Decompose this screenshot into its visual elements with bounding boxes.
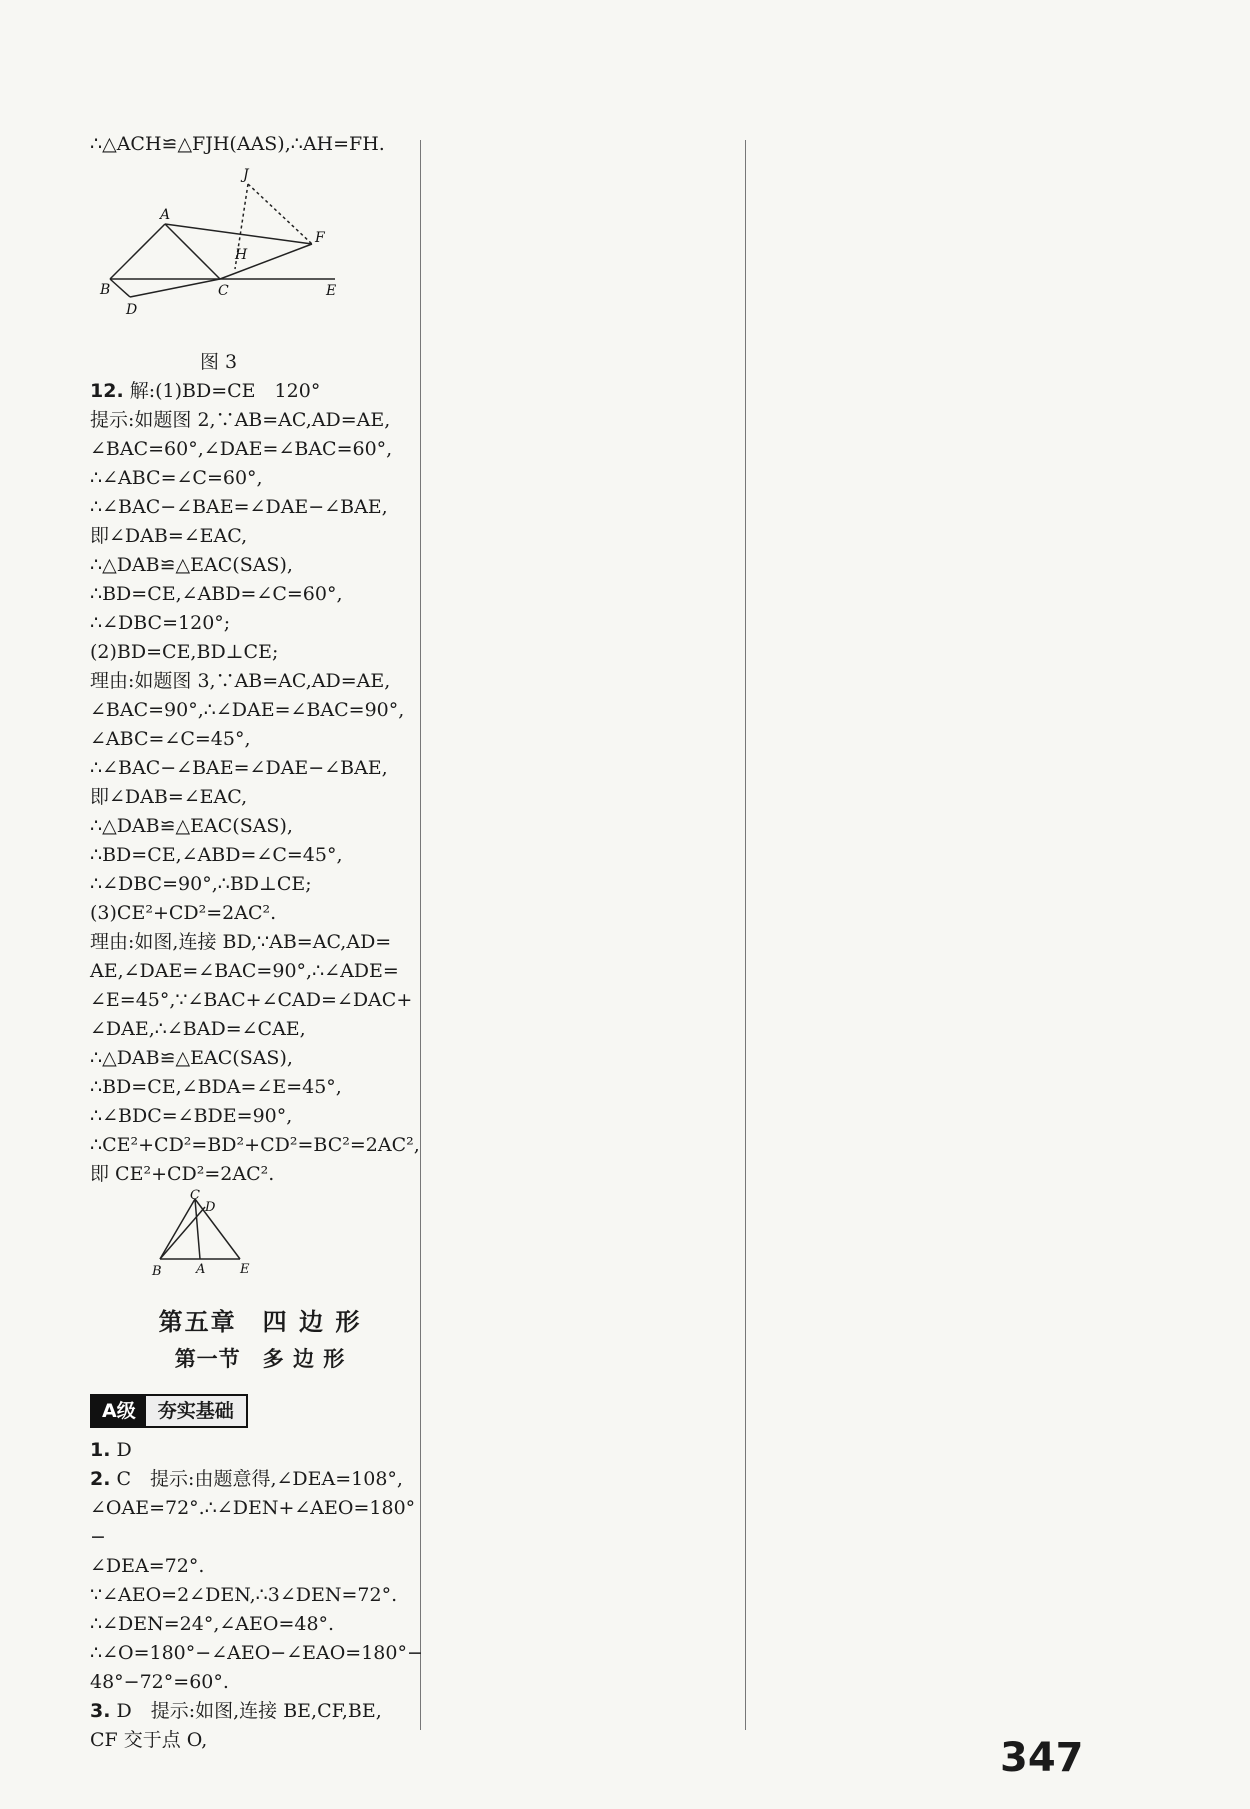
q12-line: ∴△DAB≌△EAC(SAS), [90, 1047, 293, 1069]
question-2 [90, 1465, 430, 1697]
q12-line: ∴△DAB≌△EAC(SAS), [90, 815, 293, 837]
q12-line: ∴∠DBC=90°,∴BD⊥CE; [90, 873, 312, 895]
svg-text:A: A [160, 207, 171, 223]
pre-line: ∴△ACH≌△FJH(AAS),∴AH=FH. [90, 133, 385, 155]
q2-line: C 提示:由题意得,∠DEA=108°, [116, 1468, 403, 1490]
question-number: 2. [90, 1468, 111, 1490]
q12-line: ∴∠BAC−∠BAE=∠DAE−∠BAE, [90, 757, 388, 779]
q12-line: 即∠DAB=∠EAC, [90, 786, 248, 808]
q12-line: ∴∠BAC−∠BAE=∠DAE−∠BAE, [90, 496, 388, 518]
q12-line: ∴CE²+CD²=BD²+CD²=BC²=2AC², [90, 1134, 420, 1156]
q2-line: ∠OAE=72°.∴∠DEN+∠AEO=180°− [90, 1497, 416, 1548]
question-number: 12. [90, 380, 124, 402]
q2-line: ∴∠DEN=24°,∠AEO=48°. [90, 1613, 335, 1635]
column-divider-2 [745, 140, 746, 1730]
q12-line: ∠BAC=60°,∠DAE=∠BAC=60°, [90, 438, 393, 460]
chapter-title: 第五章 四 边 形 [158, 1308, 362, 1336]
svg-text:A: A [196, 1262, 206, 1277]
question-number: 3. [90, 1700, 111, 1722]
q12-line: ∴∠DBC=120°; [90, 612, 231, 634]
q12-line: 理由:如题图 3,∵AB=AC,AD=AE, [90, 670, 391, 692]
q12-line: ∴△DAB≌△EAC(SAS), [90, 554, 293, 576]
q2-line: 48°−72°=60°. [90, 1671, 229, 1693]
q12-line: ∴∠BDC=∠BDE=90°, [90, 1105, 293, 1127]
svg-text:J: J [243, 167, 249, 183]
q12-line: (2)BD=CE,BD⊥CE; [90, 641, 279, 663]
q12-line: 提示:如题图 2,∵AB=AC,AD=AE, [90, 409, 391, 431]
q2-line: ∠DEA=72°. [90, 1555, 205, 1577]
svg-text:E: E [326, 283, 337, 299]
q12-line: ∠BAC=90°,∴∠DAE=∠BAC=90°, [90, 699, 405, 721]
q12-line: ∴BD=CE,∠BDA=∠E=45°, [90, 1076, 342, 1098]
svg-text:D: D [205, 1200, 216, 1215]
svg-text:H: H [235, 247, 248, 263]
question-1 [90, 1436, 430, 1465]
q2-line: ∴∠O=180°−∠AEO−∠EAO=180°− [90, 1642, 423, 1664]
q12-line: ∴BD=CE,∠ABD=∠C=60°, [90, 583, 343, 605]
q12-line: ∠DAE,∴∠BAD=∠CAE, [90, 1018, 306, 1040]
svg-text:C: C [190, 1189, 200, 1203]
level-a-title: 夯实基础 [146, 1396, 246, 1426]
q2-line: ∵∠AEO=2∠DEN,∴3∠DEN=72°. [90, 1584, 398, 1606]
q3-line: D 提示:如图,连接 BE,CF,BE, [116, 1700, 382, 1722]
q12-line: ∠ABC=∠C=45°, [90, 728, 251, 750]
figure-q12-3 [150, 1189, 270, 1279]
section-title: 第一节 多 边 形 [174, 1347, 346, 1371]
page-number: 347 [1000, 1735, 1084, 1781]
q12-line: ∴BD=CE,∠ABD=∠C=45°, [90, 844, 343, 866]
figure-3-caption: 图 3 [200, 351, 238, 373]
svg-text:E: E [240, 1262, 250, 1277]
q12-line: 理由:如图,连接 BD,∵AB=AC,AD= [90, 931, 392, 953]
svg-text:B: B [100, 282, 111, 298]
q1-line: D [116, 1439, 132, 1461]
q12-line: (3)CE²+CD²=2AC². [90, 902, 277, 924]
svg-text:C: C [218, 283, 229, 299]
figure-3 [90, 159, 350, 339]
question-number: 1. [90, 1439, 111, 1461]
svg-text:F: F [315, 230, 325, 246]
q3-line: CF 交于点 O, [90, 1729, 208, 1751]
level-a-badge [90, 1394, 248, 1428]
level-a-label: A级 [92, 1396, 146, 1426]
question-12 [90, 377, 430, 1189]
q12-line: 即∠DAB=∠EAC, [90, 525, 248, 547]
q12-line: ∠E=45°,∵∠BAC+∠CAD=∠DAC+ [90, 989, 413, 1011]
q12-line: 解:(1)BD=CE 120° [129, 380, 321, 402]
question-3 [90, 1697, 430, 1755]
svg-text:B: B [152, 1264, 162, 1279]
svg-text:D: D [126, 302, 138, 318]
column-1 [90, 130, 430, 1755]
q12-line: 即 CE²+CD²=2AC². [90, 1163, 275, 1185]
q12-line: AE,∠DAE=∠BAC=90°,∴∠ADE= [90, 960, 399, 982]
q12-line: ∴∠ABC=∠C=60°, [90, 467, 263, 489]
